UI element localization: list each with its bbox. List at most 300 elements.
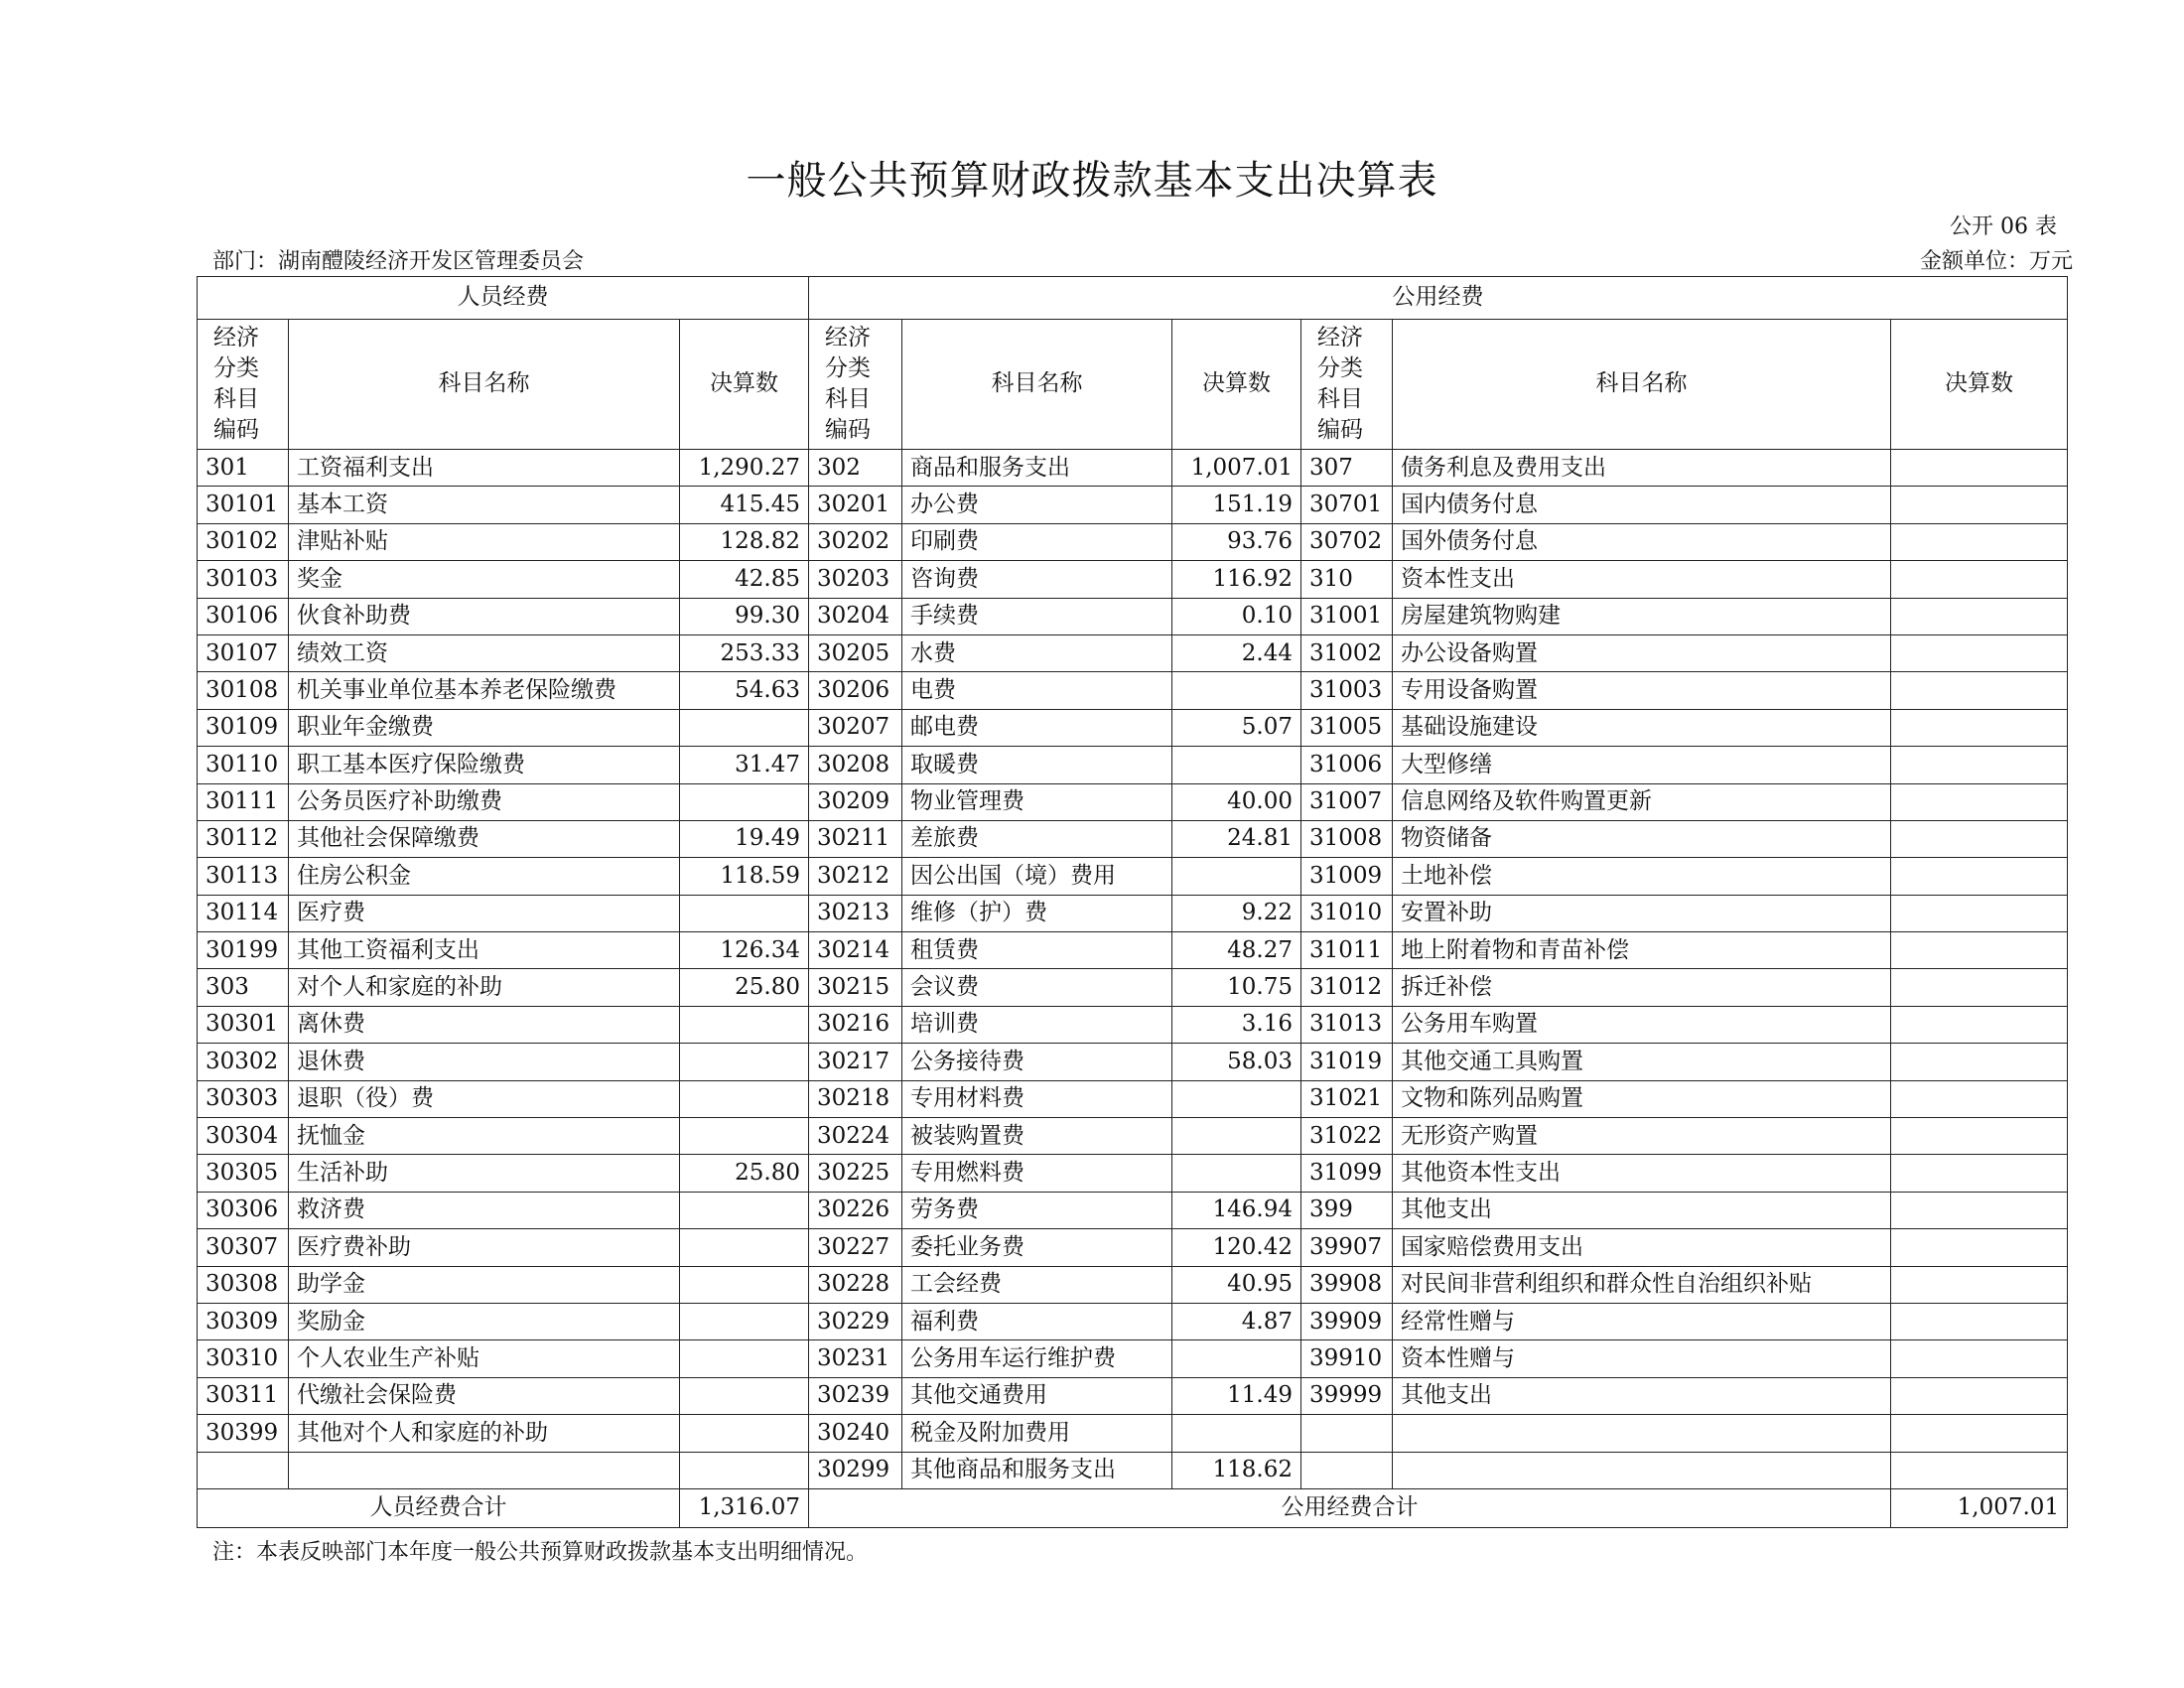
name-cell: 商品和服务支出 <box>902 450 1172 487</box>
amount-cell: 10.75 <box>1172 969 1301 1006</box>
code-cell: 30114 <box>198 895 289 931</box>
code-cell <box>1301 1415 1393 1452</box>
code-cell: 31006 <box>1301 747 1393 783</box>
name-header: 科目名称 <box>902 320 1172 450</box>
table-row <box>198 1080 2068 1117</box>
code-cell: 30212 <box>809 858 902 895</box>
code-cell: 303 <box>198 969 289 1006</box>
code-cell: 30101 <box>198 487 289 523</box>
name-cell: 津贴补贴 <box>289 523 680 560</box>
name-cell: 其他工资福利支出 <box>289 932 680 969</box>
name-cell: 国家赔偿费用支出 <box>1393 1229 1891 1266</box>
department-label: 部门：湖南醴陵经济开发区管理委员会 <box>212 249 585 274</box>
name-cell: 对民间非营利组织和群众性自治组织补贴 <box>1393 1266 1891 1303</box>
code-cell: 30107 <box>198 634 289 671</box>
code-cell: 31003 <box>1301 672 1393 709</box>
amount-cell <box>1891 450 2068 487</box>
name-cell: 基础设施建设 <box>1393 709 1891 746</box>
code-cell: 30305 <box>198 1155 289 1192</box>
name-cell: 职业年金缴费 <box>289 709 680 746</box>
table-row <box>198 672 2068 709</box>
amount-cell: 118.59 <box>680 858 809 895</box>
code-cell: 31022 <box>1301 1118 1393 1155</box>
public-total-label: 公用经费合计 <box>809 1488 1891 1527</box>
amount-cell <box>1172 1118 1301 1155</box>
code-cell: 30214 <box>809 932 902 969</box>
name-cell: 国外债务付息 <box>1393 523 1891 560</box>
code-cell: 30239 <box>809 1377 902 1414</box>
code-cell: 30218 <box>809 1080 902 1117</box>
code-cell: 30204 <box>809 598 902 634</box>
name-cell: 其他商品和服务支出 <box>902 1452 1172 1488</box>
name-cell: 差旅费 <box>902 820 1172 857</box>
name-cell: 其他资本性支出 <box>1393 1155 1891 1192</box>
table-row <box>198 1118 2068 1155</box>
name-cell: 基本工资 <box>289 487 680 523</box>
amount-cell <box>1891 1044 2068 1080</box>
code-cell: 30309 <box>198 1303 289 1339</box>
amount-cell <box>680 1377 809 1414</box>
table-row <box>198 561 2068 598</box>
amount-cell: 415.45 <box>680 487 809 523</box>
amount-cell <box>1891 487 2068 523</box>
name-cell: 其他社会保障缴费 <box>289 820 680 857</box>
name-cell: 工资福利支出 <box>289 450 680 487</box>
code-cell: 30108 <box>198 672 289 709</box>
table-row <box>198 1415 2068 1452</box>
name-cell: 无形资产购置 <box>1393 1118 1891 1155</box>
footnote: 注：本表反映部门本年度一般公共预算财政拨款基本支出明细情况。 <box>212 1540 869 1565</box>
amount-cell <box>680 1229 809 1266</box>
name-cell: 邮电费 <box>902 709 1172 746</box>
code-header: 经济 分类 科目 编码 <box>809 320 902 450</box>
code-cell: 39910 <box>1301 1340 1393 1377</box>
amount-cell <box>1172 1415 1301 1452</box>
amount-cell <box>680 1006 809 1043</box>
code-cell: 30304 <box>198 1118 289 1155</box>
amount-header: 决算数 <box>1172 320 1301 450</box>
amount-cell <box>1891 1006 2068 1043</box>
name-cell: 租赁费 <box>902 932 1172 969</box>
public-group-header: 公用经费 <box>809 277 2068 320</box>
code-cell: 30240 <box>809 1415 902 1452</box>
name-cell: 地上附着物和青苗补偿 <box>1393 932 1891 969</box>
amount-cell <box>680 1266 809 1303</box>
code-cell: 31012 <box>1301 969 1393 1006</box>
code-cell: 30102 <box>198 523 289 560</box>
name-cell: 因公出国（境）费用 <box>902 858 1172 895</box>
amount-cell: 25.80 <box>680 1155 809 1192</box>
expenditure-table <box>197 276 2068 1528</box>
amount-cell: 0.10 <box>1172 598 1301 634</box>
name-cell: 代缴社会保险费 <box>289 1377 680 1414</box>
table-row <box>198 1266 2068 1303</box>
amount-cell: 118.62 <box>1172 1452 1301 1488</box>
code-cell: 30701 <box>1301 487 1393 523</box>
code-cell: 31011 <box>1301 932 1393 969</box>
code-cell: 30215 <box>809 969 902 1006</box>
amount-cell <box>680 1452 809 1488</box>
amount-cell: 9.22 <box>1172 895 1301 931</box>
amount-cell <box>680 1303 809 1339</box>
name-cell: 资本性支出 <box>1393 561 1891 598</box>
amount-header: 决算数 <box>680 320 809 450</box>
name-cell: 其他支出 <box>1393 1377 1891 1414</box>
code-cell: 30201 <box>809 487 902 523</box>
table-row <box>198 1155 2068 1192</box>
table-row <box>198 1229 2068 1266</box>
amount-cell: 146.94 <box>1172 1192 1301 1228</box>
amount-cell <box>1172 672 1301 709</box>
table-row <box>198 858 2068 895</box>
amount-cell <box>1891 1229 2068 1266</box>
name-cell: 国内债务付息 <box>1393 487 1891 523</box>
code-cell: 307 <box>1301 450 1393 487</box>
name-cell: 工会经费 <box>902 1266 1172 1303</box>
code-cell: 30209 <box>809 783 902 820</box>
amount-cell <box>1891 820 2068 857</box>
table-row <box>198 1377 2068 1414</box>
amount-cell <box>1891 895 2068 931</box>
amount-cell <box>1172 747 1301 783</box>
name-cell: 税金及附加费用 <box>902 1415 1172 1452</box>
amount-cell: 31.47 <box>680 747 809 783</box>
amount-cell: 54.63 <box>680 672 809 709</box>
amount-cell <box>680 709 809 746</box>
code-cell: 30217 <box>809 1044 902 1080</box>
code-cell <box>198 1452 289 1488</box>
table-row <box>198 598 2068 634</box>
code-cell: 39907 <box>1301 1229 1393 1266</box>
code-cell: 30299 <box>809 1452 902 1488</box>
code-cell: 31001 <box>1301 598 1393 634</box>
amount-cell: 42.85 <box>680 561 809 598</box>
code-cell: 30213 <box>809 895 902 931</box>
amount-cell <box>680 1044 809 1080</box>
code-cell: 30199 <box>198 932 289 969</box>
public-total-value: 1,007.01 <box>1891 1488 2068 1527</box>
name-cell: 专用材料费 <box>902 1080 1172 1117</box>
amount-cell <box>680 783 809 820</box>
code-header: 经济 分类 科目 编码 <box>198 320 289 450</box>
amount-cell <box>1891 1080 2068 1117</box>
name-cell: 其他对个人和家庭的补助 <box>289 1415 680 1452</box>
name-cell: 物资储备 <box>1393 820 1891 857</box>
amount-cell <box>1891 1452 2068 1488</box>
personnel-group-header: 人员经费 <box>198 277 809 320</box>
amount-cell <box>680 1192 809 1228</box>
name-cell: 房屋建筑物购建 <box>1393 598 1891 634</box>
amount-cell <box>1891 1303 2068 1339</box>
amount-cell <box>1891 932 2068 969</box>
column-header-row <box>198 320 2068 450</box>
name-cell: 电费 <box>902 672 1172 709</box>
amount-cell <box>1891 1377 2068 1414</box>
name-cell: 福利费 <box>902 1303 1172 1339</box>
name-cell: 退休费 <box>289 1044 680 1080</box>
amount-cell: 126.34 <box>680 932 809 969</box>
page-title: 一般公共预算财政拨款基本支出决算表 <box>746 158 1438 204</box>
amount-cell <box>1172 1340 1301 1377</box>
amount-cell <box>1891 634 2068 671</box>
name-cell: 资本性赠与 <box>1393 1340 1891 1377</box>
code-cell: 39909 <box>1301 1303 1393 1339</box>
name-cell: 会议费 <box>902 969 1172 1006</box>
amount-cell: 11.49 <box>1172 1377 1301 1414</box>
code-cell: 30399 <box>198 1415 289 1452</box>
table-row <box>198 1006 2068 1043</box>
name-cell: 其他交通工具购置 <box>1393 1044 1891 1080</box>
name-cell: 水费 <box>902 634 1172 671</box>
group-header-row <box>198 277 2068 320</box>
name-header: 科目名称 <box>1393 320 1891 450</box>
code-cell: 31009 <box>1301 858 1393 895</box>
name-header: 科目名称 <box>289 320 680 450</box>
name-cell: 手续费 <box>902 598 1172 634</box>
code-cell: 31099 <box>1301 1155 1393 1192</box>
code-cell: 30231 <box>809 1340 902 1377</box>
code-cell: 301 <box>198 450 289 487</box>
name-cell: 对个人和家庭的补助 <box>289 969 680 1006</box>
name-cell: 个人农业生产补贴 <box>289 1340 680 1377</box>
table-row <box>198 1340 2068 1377</box>
amount-cell <box>1891 672 2068 709</box>
amount-header: 决算数 <box>1891 320 2068 450</box>
code-cell: 30702 <box>1301 523 1393 560</box>
code-cell: 399 <box>1301 1192 1393 1228</box>
code-cell: 30308 <box>198 1266 289 1303</box>
amount-cell: 2.44 <box>1172 634 1301 671</box>
code-cell: 30109 <box>198 709 289 746</box>
table-row <box>198 1452 2068 1488</box>
name-cell <box>1393 1415 1891 1452</box>
amount-cell <box>680 1080 809 1117</box>
name-cell <box>289 1452 680 1488</box>
code-cell: 31002 <box>1301 634 1393 671</box>
name-cell: 大型修缮 <box>1393 747 1891 783</box>
name-cell: 离休费 <box>289 1006 680 1043</box>
amount-cell: 1,007.01 <box>1172 450 1301 487</box>
name-cell: 维修（护）费 <box>902 895 1172 931</box>
amount-cell: 120.42 <box>1172 1229 1301 1266</box>
amount-cell <box>1891 598 2068 634</box>
amount-cell: 128.82 <box>680 523 809 560</box>
amount-cell <box>1891 561 2068 598</box>
name-cell: 伙食补助费 <box>289 598 680 634</box>
name-cell: 公务员医疗补助缴费 <box>289 783 680 820</box>
code-cell: 30207 <box>809 709 902 746</box>
table-row <box>198 783 2068 820</box>
code-cell <box>1301 1452 1393 1488</box>
name-cell: 助学金 <box>289 1266 680 1303</box>
name-cell: 公务用车购置 <box>1393 1006 1891 1043</box>
name-cell: 信息网络及软件购置更新 <box>1393 783 1891 820</box>
code-cell: 31021 <box>1301 1080 1393 1117</box>
amount-cell <box>1891 969 2068 1006</box>
code-cell: 30202 <box>809 523 902 560</box>
code-cell: 30227 <box>809 1229 902 1266</box>
name-cell: 经常性赠与 <box>1393 1303 1891 1339</box>
amount-cell: 151.19 <box>1172 487 1301 523</box>
code-cell: 31010 <box>1301 895 1393 931</box>
amount-cell <box>1891 1118 2068 1155</box>
name-cell: 公务用车运行维护费 <box>902 1340 1172 1377</box>
code-cell: 30203 <box>809 561 902 598</box>
amount-cell <box>680 895 809 931</box>
code-cell: 30110 <box>198 747 289 783</box>
amount-cell: 24.81 <box>1172 820 1301 857</box>
name-cell: 物业管理费 <box>902 783 1172 820</box>
name-cell: 公务接待费 <box>902 1044 1172 1080</box>
code-cell: 30307 <box>198 1229 289 1266</box>
code-cell: 30103 <box>198 561 289 598</box>
amount-cell: 116.92 <box>1172 561 1301 598</box>
table-row <box>198 487 2068 523</box>
amount-cell: 3.16 <box>1172 1006 1301 1043</box>
code-cell: 31005 <box>1301 709 1393 746</box>
amount-cell: 5.07 <box>1172 709 1301 746</box>
amount-cell <box>1172 858 1301 895</box>
amount-cell <box>1891 747 2068 783</box>
name-cell: 奖励金 <box>289 1303 680 1339</box>
code-cell: 39999 <box>1301 1377 1393 1414</box>
name-cell: 绩效工资 <box>289 634 680 671</box>
code-cell: 30106 <box>198 598 289 634</box>
amount-cell: 1,290.27 <box>680 450 809 487</box>
table-row <box>198 709 2068 746</box>
table-row <box>198 747 2068 783</box>
code-cell: 30211 <box>809 820 902 857</box>
name-cell: 其他支出 <box>1393 1192 1891 1228</box>
name-cell: 住房公积金 <box>289 858 680 895</box>
name-cell: 文物和陈列品购置 <box>1393 1080 1891 1117</box>
code-cell: 302 <box>809 450 902 487</box>
name-cell: 退职（役）费 <box>289 1080 680 1117</box>
name-cell: 印刷费 <box>902 523 1172 560</box>
code-cell: 31007 <box>1301 783 1393 820</box>
name-cell: 办公费 <box>902 487 1172 523</box>
name-cell: 劳务费 <box>902 1192 1172 1228</box>
amount-cell: 40.00 <box>1172 783 1301 820</box>
code-cell: 30311 <box>198 1377 289 1414</box>
form-number: 公开 06 表 <box>1950 214 2057 239</box>
amount-cell <box>1891 523 2068 560</box>
amount-unit-label: 金额单位：万元 <box>1919 249 2073 274</box>
name-cell: 抚恤金 <box>289 1118 680 1155</box>
table-row <box>198 450 2068 487</box>
table-row <box>198 969 2068 1006</box>
name-cell: 医疗费补助 <box>289 1229 680 1266</box>
personnel-total-label: 人员经费合计 <box>198 1488 680 1527</box>
name-cell: 机关事业单位基本养老保险缴费 <box>289 672 680 709</box>
code-cell: 30303 <box>198 1080 289 1117</box>
table-row <box>198 634 2068 671</box>
amount-cell <box>1172 1155 1301 1192</box>
amount-cell: 25.80 <box>680 969 809 1006</box>
name-cell: 职工基本医疗保险缴费 <box>289 747 680 783</box>
name-cell: 拆迁补偿 <box>1393 969 1891 1006</box>
name-cell: 生活补助 <box>289 1155 680 1192</box>
code-cell: 30225 <box>809 1155 902 1192</box>
code-cell: 31013 <box>1301 1006 1393 1043</box>
code-cell: 30206 <box>809 672 902 709</box>
name-cell: 医疗费 <box>289 895 680 931</box>
name-cell <box>1393 1452 1891 1488</box>
amount-cell: 93.76 <box>1172 523 1301 560</box>
code-cell: 30205 <box>809 634 902 671</box>
name-cell: 债务利息及费用支出 <box>1393 450 1891 487</box>
amount-cell: 19.49 <box>680 820 809 857</box>
name-cell: 其他交通费用 <box>902 1377 1172 1414</box>
code-cell: 30111 <box>198 783 289 820</box>
table-row <box>198 1044 2068 1080</box>
code-cell: 30224 <box>809 1118 902 1155</box>
amount-cell: 99.30 <box>680 598 809 634</box>
amount-cell: 48.27 <box>1172 932 1301 969</box>
table-row <box>198 523 2068 560</box>
name-cell: 培训费 <box>902 1006 1172 1043</box>
name-cell: 救济费 <box>289 1192 680 1228</box>
code-cell: 30302 <box>198 1044 289 1080</box>
name-cell: 咨询费 <box>902 561 1172 598</box>
amount-cell: 253.33 <box>680 634 809 671</box>
amount-cell <box>680 1118 809 1155</box>
code-cell: 30310 <box>198 1340 289 1377</box>
amount-cell <box>1891 858 2068 895</box>
code-cell: 31019 <box>1301 1044 1393 1080</box>
name-cell: 专用设备购置 <box>1393 672 1891 709</box>
code-cell: 30112 <box>198 820 289 857</box>
name-cell: 奖金 <box>289 561 680 598</box>
code-header: 经济 分类 科目 编码 <box>1301 320 1393 450</box>
name-cell: 被装购置费 <box>902 1118 1172 1155</box>
amount-cell <box>1891 1192 2068 1228</box>
code-cell: 310 <box>1301 561 1393 598</box>
code-cell: 30216 <box>809 1006 902 1043</box>
code-cell: 30208 <box>809 747 902 783</box>
code-cell: 31008 <box>1301 820 1393 857</box>
amount-cell <box>1891 1340 2068 1377</box>
amount-cell <box>1891 1266 2068 1303</box>
code-cell: 30301 <box>198 1006 289 1043</box>
table-row <box>198 895 2068 931</box>
amount-cell: 4.87 <box>1172 1303 1301 1339</box>
table-row <box>198 1303 2068 1339</box>
code-cell: 30228 <box>809 1266 902 1303</box>
amount-cell <box>1891 709 2068 746</box>
name-cell: 办公设备购置 <box>1393 634 1891 671</box>
personnel-total-value: 1,316.07 <box>680 1488 809 1527</box>
name-cell: 安置补助 <box>1393 895 1891 931</box>
amount-cell <box>680 1340 809 1377</box>
amount-cell: 40.95 <box>1172 1266 1301 1303</box>
name-cell: 土地补偿 <box>1393 858 1891 895</box>
amount-cell <box>1891 1155 2068 1192</box>
table-row <box>198 932 2068 969</box>
table-row <box>198 1192 2068 1228</box>
amount-cell <box>1891 783 2068 820</box>
code-cell: 30113 <box>198 858 289 895</box>
table-row <box>198 820 2068 857</box>
totals-row <box>198 1488 2068 1527</box>
amount-cell: 58.03 <box>1172 1044 1301 1080</box>
code-cell: 30306 <box>198 1192 289 1228</box>
name-cell: 委托业务费 <box>902 1229 1172 1266</box>
amount-cell <box>1172 1080 1301 1117</box>
code-cell: 30229 <box>809 1303 902 1339</box>
amount-cell <box>680 1415 809 1452</box>
name-cell: 专用燃料费 <box>902 1155 1172 1192</box>
